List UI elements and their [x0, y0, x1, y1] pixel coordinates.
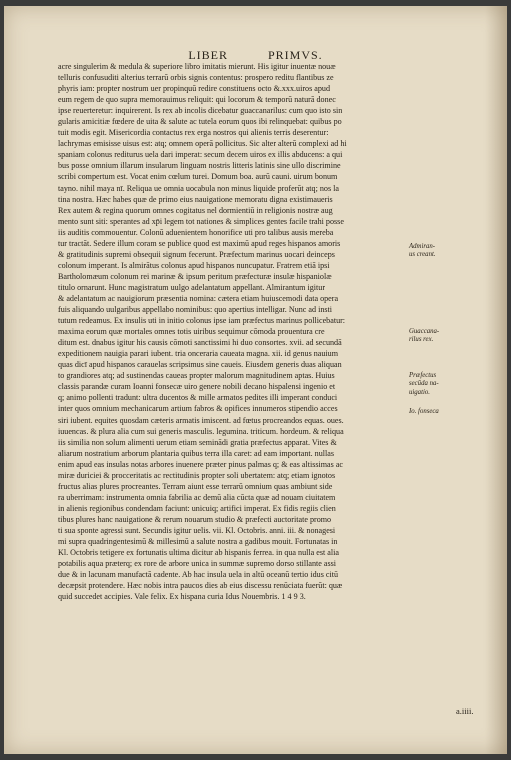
text-line: enim apud eas insulas notas arbores inuenere præter pinus palmas q; & eas altissimas ac — [58, 459, 344, 469]
text-line: colonum imperant. Is almirātus colonus apud hispanos nuncupatur. Fratrem etiā ipsi — [58, 260, 330, 270]
text-line: miræ duriciei & procceritatis ac rectitudinis propter soli ubertatem: atq; etiam ignotos — [58, 470, 336, 480]
margin-note-praefectus: Præfectus secūda na- uigatio. — [409, 372, 439, 396]
text-line: siri iubent. equites quosdam cæteris armatis imiscent. ad fœtus procreandos equas. oues. — [58, 415, 344, 425]
text-line: mento sunt siti: sperantes ad xp̄i legem tot nationes & simplices gentes facile trahi posse — [58, 216, 344, 226]
text-line: & gratitudinis supremi obsequii signum fecerunt. Præfectum marinus uocari deinceps — [58, 249, 335, 259]
text-line: tutum redeamus. Ex insulis uti in initio colonus ipse iam præfectus marinus pollicebatur: — [58, 316, 346, 326]
book-page — [4, 6, 507, 754]
text-line: acre singulerim & medula & superiore libro imitatis mierunt. His igitur inuentæ nouæ — [58, 62, 336, 71]
margin-note-fonseca: Io. fonseca — [409, 408, 439, 415]
text-line: lachrymas emisisse uisus est: atq; omnem operā pollicitus. Sic alter alterū complexi ad hi — [58, 139, 347, 149]
text-line: phyris iam: propter nostrum uer propinquū redire constituens octo &.xxx.uiros apud — [58, 84, 330, 94]
text-line: iis similia non solum alimenti uerum etiam seminādi gratia præfectus apparat. Vites & — [58, 437, 337, 447]
text-line: quas dicī apud hispanos carauelas scripsimus sine caueis. Eiusdem generis duas aliquan — [58, 360, 342, 370]
text-line: gularis amicitiæ fœdere de uita & salute ac tutela eorum quos ibi relinquebat: quibus po — [58, 117, 342, 127]
text-line: Kl. Octobris tetigere ex fortunatis ultima dicitur ab hispanis ferrea. in qua nulla est alia — [58, 548, 339, 558]
text-line: tayno. nihil maya nī. Reliqua ue omnia uocabula non minus liquide proferūt atq; nos la — [58, 183, 339, 193]
body-text — [58, 61, 407, 602]
text-line: ipse reuerteretur: inquirerent. Is rex ab incolis dicebatur guaccanarilus: cum quo isto sin — [58, 106, 343, 116]
text-line: Bartholomæum colonum rei marinæ & ipsum peritum præfecturæ insulæ hispaniolæ — [58, 271, 332, 281]
text-line: iuuencas. & plura alia cum sui generis masculis. legumina. triticum. hordeum. & reliqua — [58, 426, 344, 436]
signature-mark: a.iiii. — [456, 706, 474, 716]
text-line: to grandiores atq; ad sustinendas caueas propter malorum magnitudinem aptas. Huius — [58, 371, 335, 381]
text-line: spaniam colonus rediturus uela dari imperat: secum decem uiros ex illis abducens: a qui — [58, 150, 343, 160]
text-line: & adelantatum ac nauigiorum præsentia nomina: cætera etiam huiuscemodi data opera — [58, 293, 339, 303]
text-line: tibus plures hanc nauigatione & rerum nouarum studio & præfecti auctoritate promo — [58, 514, 332, 524]
header-left: LIBER — [188, 48, 228, 62]
text-line: fuis aliquando uulgaribus appellabo nominibus: quo apertius intelligar. Nunc ad insti — [58, 305, 333, 315]
text-line: decæpsit protendere. Hæc nobis intra paucos dies ab eius discessu renūciata fuerūt: quæ — [58, 581, 343, 591]
text-line: fructus alias plures procreantes. Terram aiunt esse terrarū omnium quas ambiunt side — [58, 481, 333, 491]
text-line: expeditionem nauigia parari iubent. tria onceraria caueata magna. xii. id genus nauium — [58, 349, 339, 359]
text-line: eum regem de quo supra memorauimus reliquit: qui locorum & temporū naturā donec — [58, 95, 336, 105]
text-line: ti sua sponte agressi sunt. Secundis igitur uelis. vii. Kl. Octobris. anni. iii. & nonagesi — [58, 525, 336, 535]
margin-note-admirantus: Admiran- us creant. — [409, 243, 436, 259]
text-line: inter quos omnium mechanicarum artium fabros & opifices innumeros stipendio acces — [58, 404, 338, 414]
text-line: mi supra quadringentesimū & millesimū a salute nostra a gadibus mouit. Fortunatas in — [58, 537, 338, 547]
text-line: tuit modis egit. Misericordia contactus rex erga nostros qui alienis terris deserentur: — [58, 128, 329, 138]
text-line: Rex autem & regina quorum omnes cogitatus nel dormientiū in religionis nostræ aug — [58, 205, 333, 215]
text-line: iis auditis commouentur. Colonū aduenientem honorifice uti pro talibus ausis mereba — [58, 227, 334, 237]
margin-note-guaccanarilus: Guaccana- rilus rex. — [409, 328, 440, 344]
text-line: due & in lacunam manufactā cadente. Ab hac insula uela in altū oceanū tertio idus citū — [58, 570, 339, 580]
text-line: q; animo pollenti tradunt: ultra ducentos & mille armatos pedites illi imperant conduci — [58, 393, 338, 403]
page-gutter-shadow — [485, 6, 507, 754]
text-line: classis parandæ curam Ioanni fonsecæ uiro genere nobili decano hispalensi ingenio et — [58, 382, 336, 392]
text-line: maxima eorum quæ mortales omnes totis uiribus sequimur cōmoda prouentura cre — [58, 327, 325, 337]
text-line: ra uberrimam: instrumenta omnia fabrilia ac demū alia cūcta quæ ad nouam ciuitatem — [58, 492, 336, 502]
header-right: PRIMVS. — [267, 48, 323, 62]
text-line: aliarum nostratium arborum plantaria quibus terra illa caret: ad eam important. nullas — [58, 448, 334, 458]
text-line: bus posse omnium illarum insularum linguam nostris litteris latinis sine ullo discrimine — [58, 161, 341, 171]
text-line: quid succedet accipies. Vale felix. Ex hispana curia Idus Nouembris. 1 4 9 3. — [58, 592, 306, 602]
text-line: tina nostra. Hæc habes quæ de primo eius nauigatione memoratu digna existimaueris — [58, 194, 333, 204]
text-line: tur tractāt. Sedere illum coram se publice quod est maximū apud reges hispanos amoris — [58, 238, 341, 248]
text-line: potabilis aqua præterq; ex rore de arbore unica in summæ supremo dorso stillante assi — [58, 559, 337, 569]
text-line: ditum est. dnabus igitur his causis cōmoti sanctissimi hi duo consortes. xvii. ad secundā — [58, 338, 342, 348]
text-line: scribi compertum est. Vocat enim cœlum turei. Domum boa. aurū cauni. uirum bonum — [58, 172, 338, 182]
text-line: telluris confusuditi alterius terrarū orbis signis contentus: prospero reditu flantibus ze — [58, 73, 334, 83]
text-line: in alienis regionibus condendam faciunt: unicuiq; artifici imperat. Ex fidis regiis clien — [58, 503, 336, 513]
text-line: titulo ornarunt. Hunc magistratum uulgo adelantatum appellant. Almirantum igitur — [58, 282, 326, 292]
